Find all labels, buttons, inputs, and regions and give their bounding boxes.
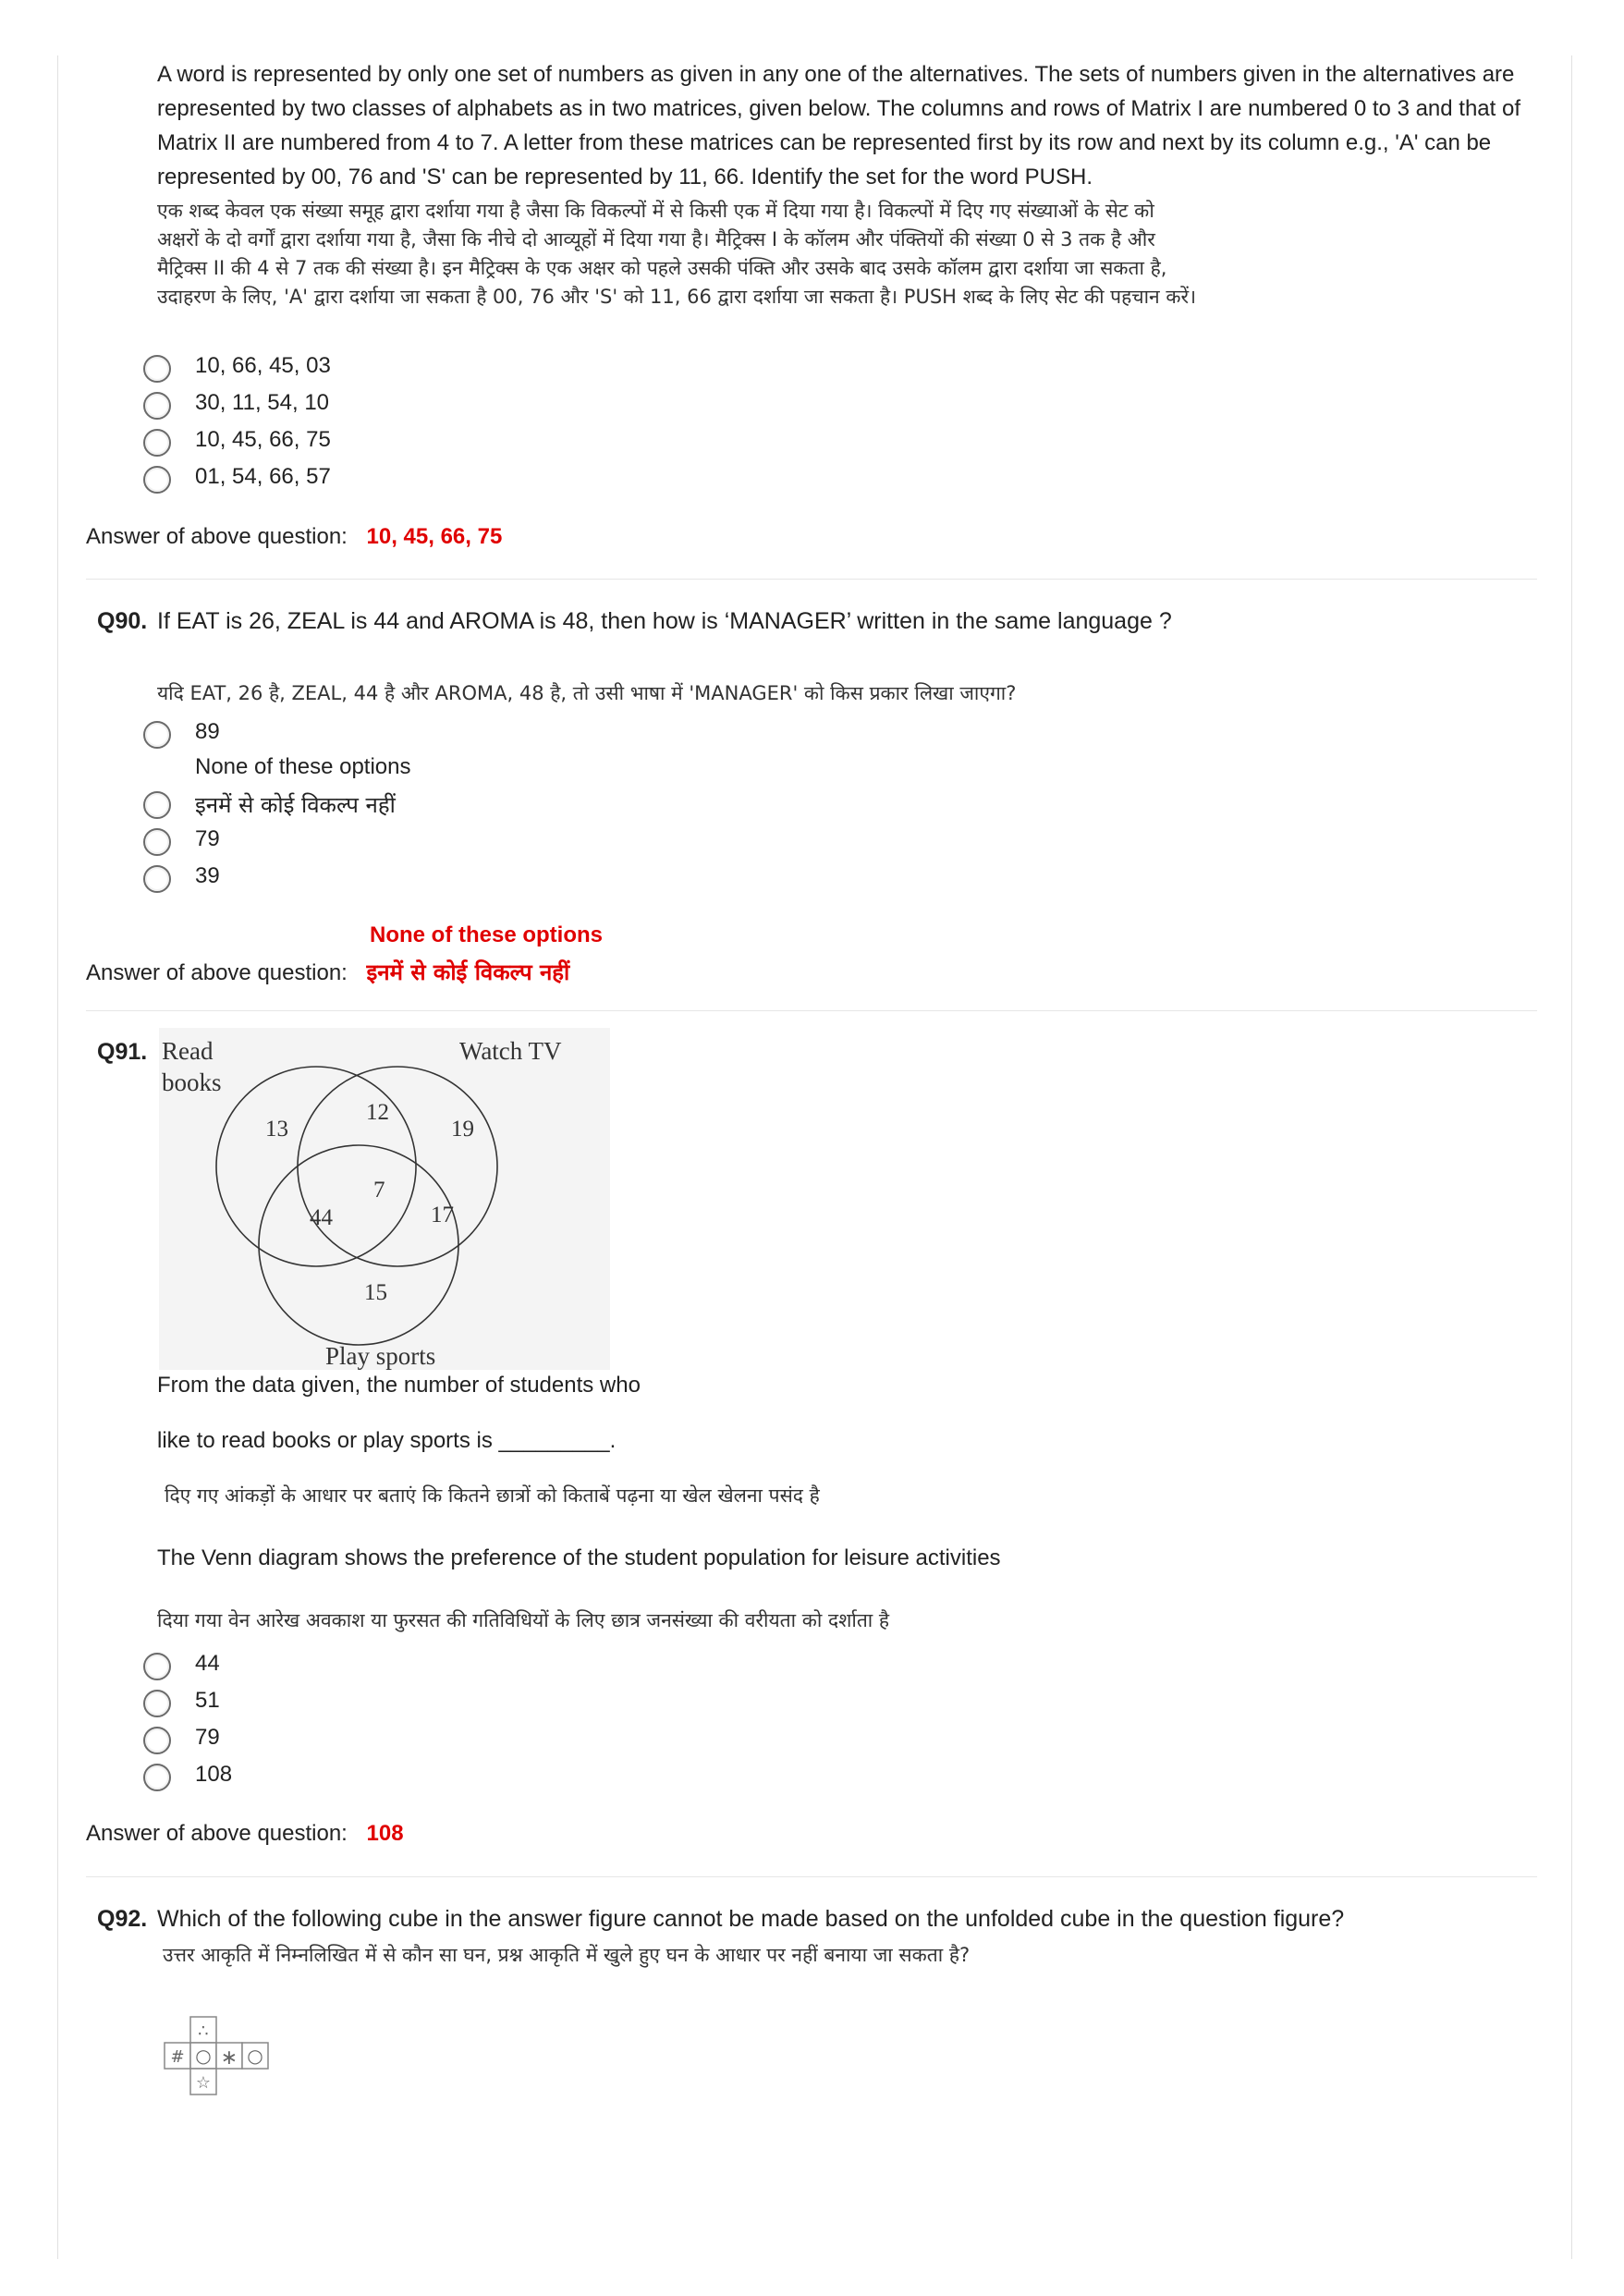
circle-symbol: ○ — [195, 2045, 212, 2067]
separator — [86, 579, 1537, 580]
play-sports-circle — [259, 1145, 458, 1345]
radio-button[interactable] — [143, 429, 171, 457]
answer-label: Answer of above question: — [86, 1821, 348, 1846]
q92-hindi-text: उत्तर आकृति में निम्नलिखित में से कौन सा घन, प्रश्न आकृति में खुले हुए घन के आधार पर नहीं बनाया जा सकता है? — [163, 1944, 971, 1966]
label-read: Read — [162, 1037, 214, 1065]
ring-symbol: ○ — [247, 2045, 263, 2067]
radio-button[interactable] — [143, 355, 171, 383]
q91-hindi-line-2: दिया गया वेन आरेख अवकाश या फुरसत की गतिविधियों के लिए छात्र जनसंख्या की वरीयता को दर्शाता है — [157, 1609, 890, 1631]
radio-button[interactable] — [143, 865, 171, 893]
value-only-tv: 19 — [451, 1117, 474, 1142]
right-page-border — [1571, 55, 1572, 2259]
separator — [86, 1876, 1537, 1877]
radio-button[interactable] — [143, 466, 171, 494]
q90-answer-line — [86, 957, 569, 987]
q89-answer-line — [86, 524, 502, 550]
answer-value: 108 — [366, 1821, 404, 1846]
radio-button[interactable] — [143, 392, 171, 420]
answer-value: इनमें से कोई विकल्प नहीं — [366, 959, 570, 985]
radio-button[interactable] — [143, 828, 171, 856]
q89-hindi-text: एक शब्द केवल एक संख्या समूह द्वारा दर्शाया गया है जैसा कि विकल्पों में से किसी एक में दिया गया है। विकल्पों में दिए गए संख्याओं के सेट को अक्षरों के दो वर्गों द्वारा दर्शाया गया है, जैसा कि नीचे दो आव्यूहों में दिया गया है। मैट्रिक्स I के कॉलम और पंक्तियों की संख्या 0 से 3 तक है और मैट्रिक्स II की 4 से 7 तक की संख्या है। इन मैट्रिक्स के एक अक्षर को पहले उसकी पंक्ति और उसके बाद उसके कॉलम द्वारा दर्शाया जा सकता है, उदाहरण के लिए, 'A' द्वारा दर्शाया जा सकता है 00, 76 और 'S' को 11, 66 द्वारा दर्शाया जा सकता है। PUSH शब्द के लिए सेट की पहचान करें। — [157, 200, 1197, 308]
q90-answer-english: None of these options — [370, 922, 603, 947]
star-symbol: ☆ — [195, 2073, 212, 2093]
separator — [86, 1010, 1537, 1011]
q91-answer-line — [86, 1821, 404, 1847]
q90-number: Q90. — [97, 608, 148, 634]
radio-button[interactable] — [143, 1690, 171, 1717]
label-play-sports: Play sports — [325, 1342, 436, 1370]
asterisk-symbol: ∗ — [220, 2046, 238, 2070]
radio-button[interactable] — [143, 1727, 171, 1754]
dots-symbol: ∴ — [198, 2021, 209, 2041]
value-only-read: 13 — [265, 1117, 288, 1142]
q91-line-3: The Venn diagram shows the preference of the student population for leisure activities — [157, 1545, 1001, 1570]
watch-tv-circle — [298, 1067, 497, 1266]
label-watch-tv: Watch TV — [459, 1037, 562, 1065]
q92-number: Q92. — [97, 1906, 148, 1932]
radio-button[interactable] — [143, 1653, 171, 1680]
answer-label: Answer of above question: — [86, 960, 348, 985]
venn-diagram — [159, 1028, 610, 1370]
value-only-sports: 15 — [364, 1280, 387, 1305]
answer-value: 10, 45, 66, 75 — [366, 524, 503, 549]
q91-line-1: From the data given, the number of students who — [157, 1373, 641, 1398]
answer-label: Answer of above question: — [86, 524, 348, 549]
q91-line-2: like to read books or play sports is _________. — [157, 1428, 617, 1453]
radio-button[interactable] — [143, 1764, 171, 1791]
value-all-three: 7 — [373, 1178, 385, 1203]
read-books-circle — [216, 1067, 416, 1266]
value-read-sports: 44 — [310, 1205, 333, 1230]
hash-symbol: # — [170, 2047, 185, 2067]
value-tv-sports: 17 — [431, 1203, 454, 1227]
q91-number: Q91. — [97, 1039, 148, 1065]
left-page-border — [57, 55, 58, 2259]
radio-button[interactable] — [143, 791, 171, 819]
unfolded-cube-figure — [163, 2015, 270, 2122]
q89-english-text: A word is represented by only one set of numbers as given in any one of the alternatives. The sets of numbers given in the alternatives are represented by two classes of alphabets as in two matrices, given below. The columns and rows of Matrix I are numbered 0 to 3 and that of Matrix II are numbered from 4 to 7. A letter from these matrices can be represented first by its row and next by its column e.g., 'A' can be represented by 00, 76 and 'S' can be represented by 11, 66. Identify the set for the word PUSH. — [157, 62, 1521, 189]
label-books: books — [162, 1069, 222, 1096]
q92-english-text: Which of the following cube in the answer figure cannot be made based on the unfolded cube in the question figure? — [157, 1906, 1345, 1932]
q91-hindi-line-1: दिए गए आंकड़ों के आधार पर बताएं कि कितने छात्रों को किताबें पढ़ना या खेल खेलना पसंद है — [165, 1484, 820, 1507]
value-read-tv: 12 — [366, 1100, 389, 1125]
q90-english-text: If EAT is 26, ZEAL is 44 and AROMA is 48, then how is ‘MANAGER’ written in the same language ? — [157, 608, 1172, 634]
radio-button[interactable] — [143, 721, 171, 749]
q90-hindi-text: यदि EAT, 26 है, ZEAL, 44 है और AROMA, 48 है, तो उसी भाषा में 'MANAGER' को किस प्रकार लिखा जाएगा? — [157, 682, 1017, 704]
